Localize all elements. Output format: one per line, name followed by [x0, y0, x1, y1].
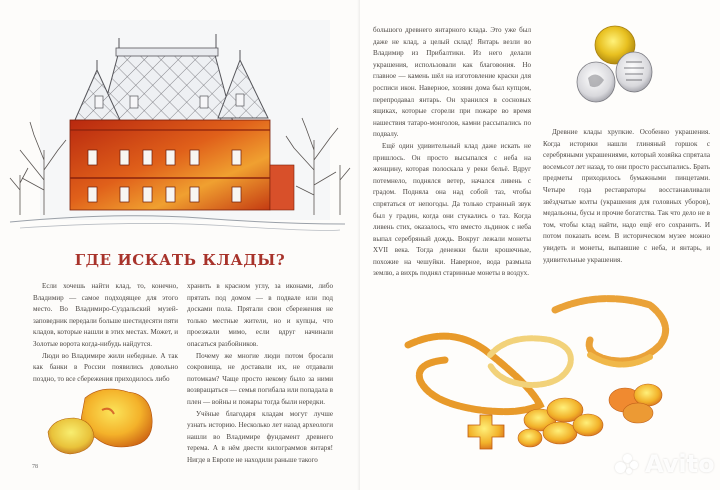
- amber-necklaces-illustration: [390, 285, 710, 470]
- page-title: ГДЕ ИСКАТЬ КЛАДЫ?: [74, 251, 286, 269]
- coins-illustration: [570, 20, 670, 110]
- paragraph: Люди во Владимире жили небедные. А так как банки в России появились довольно поздно, то все сбережения приходилось либо: [33, 351, 178, 383]
- paragraph: Почему же многие люди потом бросали сокровища, не доставали их, не отдавали потомкам? Чаще просто некому было за ними возвращаться — семья погибала или попадала в плен — войны и пожары тогда были нередки.: [187, 351, 333, 406]
- building-illustration: [0, 0, 360, 245]
- amber-nuggets-illustration: [40, 380, 180, 470]
- page-number: 78: [32, 464, 38, 470]
- paragraph: хранить в красном углу, за иконами, либо прятать под домом — в подвале или под досками пола. Прятали свои сбережения не только местные жители, но и купцы, что проезжали мимо, если вдруг начинали опасаться разбойников.: [187, 282, 333, 348]
- right-column-1: [373, 25, 531, 280]
- paragraph: Учёные благодаря кладам могут лучше узнать историю. Несколько лет назад археологи нашли во Владимире фундамент древнего терема. А в нём двести килограммов янтаря! Нигде в Европе не находили раньше такого: [187, 409, 333, 464]
- avito-dots-icon: [615, 453, 641, 475]
- avito-watermark: [615, 450, 715, 478]
- left-column-2: [187, 281, 333, 467]
- paragraph: Древние клады хрупкие. Особенно украшения. Когда историки нашли глиняный горшок с серебряными украшениями, который хозяйка спрятала восемьсот лет назад, то они просто рассыпались. Брать предметы приходилось бумажными пинцетами. Четыре года реставраторы восстанавливали звёздчатые колты (украшения для головных уборов), медальоны, бусы и прочие богатства. Так что дело не в том, чтобы клад найти, надо ещё его сохранить. И потом показать всем. В историческом музее можно увидеть и монеты, выпавшие с неба, и янтарь, и удивительные украшения.: [543, 128, 710, 264]
- right-page: [360, 0, 720, 490]
- paragraph: Если хочешь найти клад, то, конечно, Владимир — самое подходящее для этого место. Во Владимиро-Суздальский музей-заповедник передали больше шестидесяти пяти кладов, которые нашли в этих местах. Может, и Золотые ворота когда-нибудь найдутся.: [33, 282, 178, 348]
- left-column-1: [33, 281, 178, 385]
- paragraph: Ещё один удивительный клад даже искать не пришлось. Он просто высыпался с неба на женщину, которая полоскала у реки бельё. Вдруг потемнело, поднялся ветер, начался ливень с градом. Подняла она над собой таз, чтобы спрятаться от непогоды. Да только странный звук был у градин, когда они стукались о таз. Когда ливень стих, оказалось, что вместо льдинок с неба выпал серебряный дождь. Вокруг лежали монеты XVII века. Тогда денежки были крошечные, похожие на чешуйки. Наверное, вода размыла землю, а вихрь поднял старинные монеты в воздух.: [373, 141, 531, 278]
- right-column-2: [543, 127, 710, 266]
- paragraph: большого древнего янтарного клада. Это уже был даже не клад, а целый склад! Янтарь везли во Владимир из Прибалтики. Из него делали украшения, использовали как благовония. Но главное — камень шёл на изготовление краски для росписи икон. Наверное, хозяин дома был купцом, перепродавал янтарь. Он хранился в сосновых ящиках, которые сгорели при пожаре во время нашествия татаро-монголов, камни рассыпались по подвалу.: [373, 26, 531, 139]
- avito-watermark-text: Avito: [645, 450, 715, 478]
